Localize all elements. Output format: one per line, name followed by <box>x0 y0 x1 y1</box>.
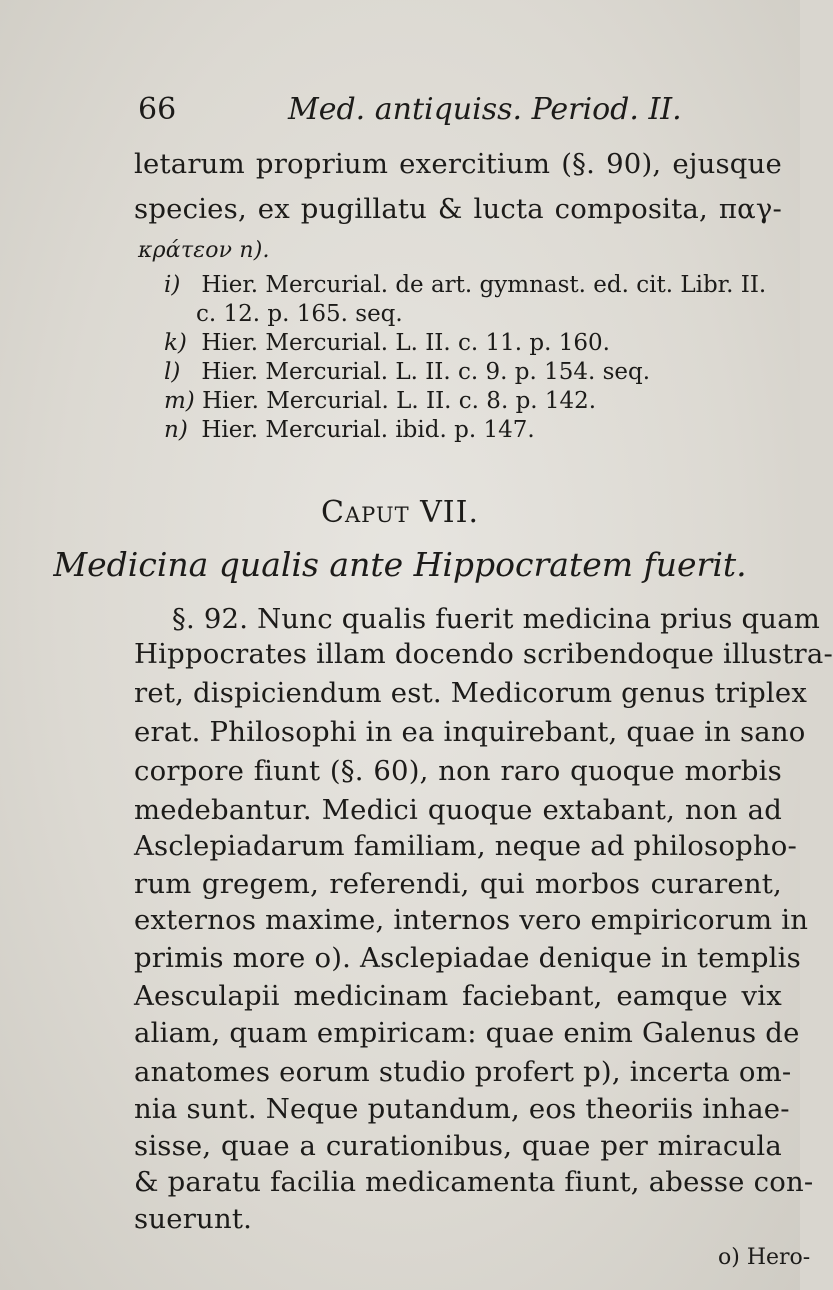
page-header <box>138 92 738 132</box>
body-line: ret, dispiciendum est. Medicorum genus triplex <box>134 677 808 709</box>
footnote-mark: l) <box>164 359 181 385</box>
chapter-title: Medicina qualis ante Hippocratem fuerit. <box>53 545 747 584</box>
footnote-mark: m) <box>164 388 195 414</box>
body-line: Hippocrates illam docendo scribendoque illustra- <box>134 638 833 670</box>
body-line: corpore fiunt (§. 60), non raro quoque morbis <box>134 755 782 787</box>
body-line: κράτεον n). <box>138 238 270 263</box>
body-line: medebantur. Medici quoque extabant, non ad <box>134 794 782 826</box>
running-title: Med. antiquiss. Period. II. <box>288 92 682 127</box>
footnote-mark: k) <box>164 330 187 356</box>
body-line: §. 92. Nunc qualis fuerit medicina prius quam <box>172 603 821 635</box>
body-line: & paratu facilia medicamenta fiunt, abesse con- <box>134 1166 814 1198</box>
footnote-mark: i) <box>164 272 181 298</box>
footnote <box>164 417 535 443</box>
footnote-mark: n) <box>164 417 188 443</box>
footnote <box>164 330 610 356</box>
footnote-text: c. 12. p. 165. seq. <box>196 301 403 327</box>
footnote-text: Hier. Mercurial. L. II. c. 11. p. 160. <box>201 330 610 356</box>
body-line: sisse, quae a curationibus, quae per miracula <box>134 1130 782 1162</box>
body-line: anatomes eorum studio profert p), incerta om- <box>134 1056 792 1088</box>
page-number: 66 <box>138 92 177 127</box>
chapter-label: Caput VII. <box>320 495 480 530</box>
body-line: letarum proprium exercitium (§. 90), ejusque <box>134 148 782 180</box>
footnote <box>164 388 596 414</box>
body-line: Aesculapii medicinam faciebant, eamque vix <box>134 980 782 1012</box>
body-line: species, ex pugillatu & lucta composita, παγ- <box>134 193 782 225</box>
body-line: externos maxime, internos vero empiricorum in <box>134 904 809 936</box>
footnote <box>164 272 766 298</box>
footnote-text: Hier. Mercurial. L. II. c. 8. p. 142. <box>202 388 597 414</box>
footnote <box>164 359 650 385</box>
footnote-text: Hier. Mercurial. L. II. c. 9. p. 154. seq. <box>201 359 651 385</box>
body-line: suerunt. <box>134 1203 253 1235</box>
chapter-heading <box>0 495 800 530</box>
footnote-text: Hier. Mercurial. de art. gymnast. ed. cit. Libr. II. <box>201 272 767 298</box>
body-line: rum gregem, referendi, qui morbos curarent, <box>134 868 782 900</box>
catchword: o) Hero- <box>718 1245 811 1270</box>
body-line: aliam, quam empiricam: quae enim Galenus de <box>134 1017 800 1049</box>
footnote-text: Hier. Mercurial. ibid. p. 147. <box>201 417 535 443</box>
body-line: nia sunt. Neque putandum, eos theoriis inhae- <box>134 1093 790 1125</box>
body-line: erat. Philosophi in ea inquirebant, quae in sano <box>134 716 806 748</box>
body-line: primis more o). Asclepiadae denique in templis <box>134 942 801 974</box>
footnote <box>196 301 403 327</box>
body-line: Asclepiadarum familiam, neque ad philosopho- <box>134 830 798 862</box>
